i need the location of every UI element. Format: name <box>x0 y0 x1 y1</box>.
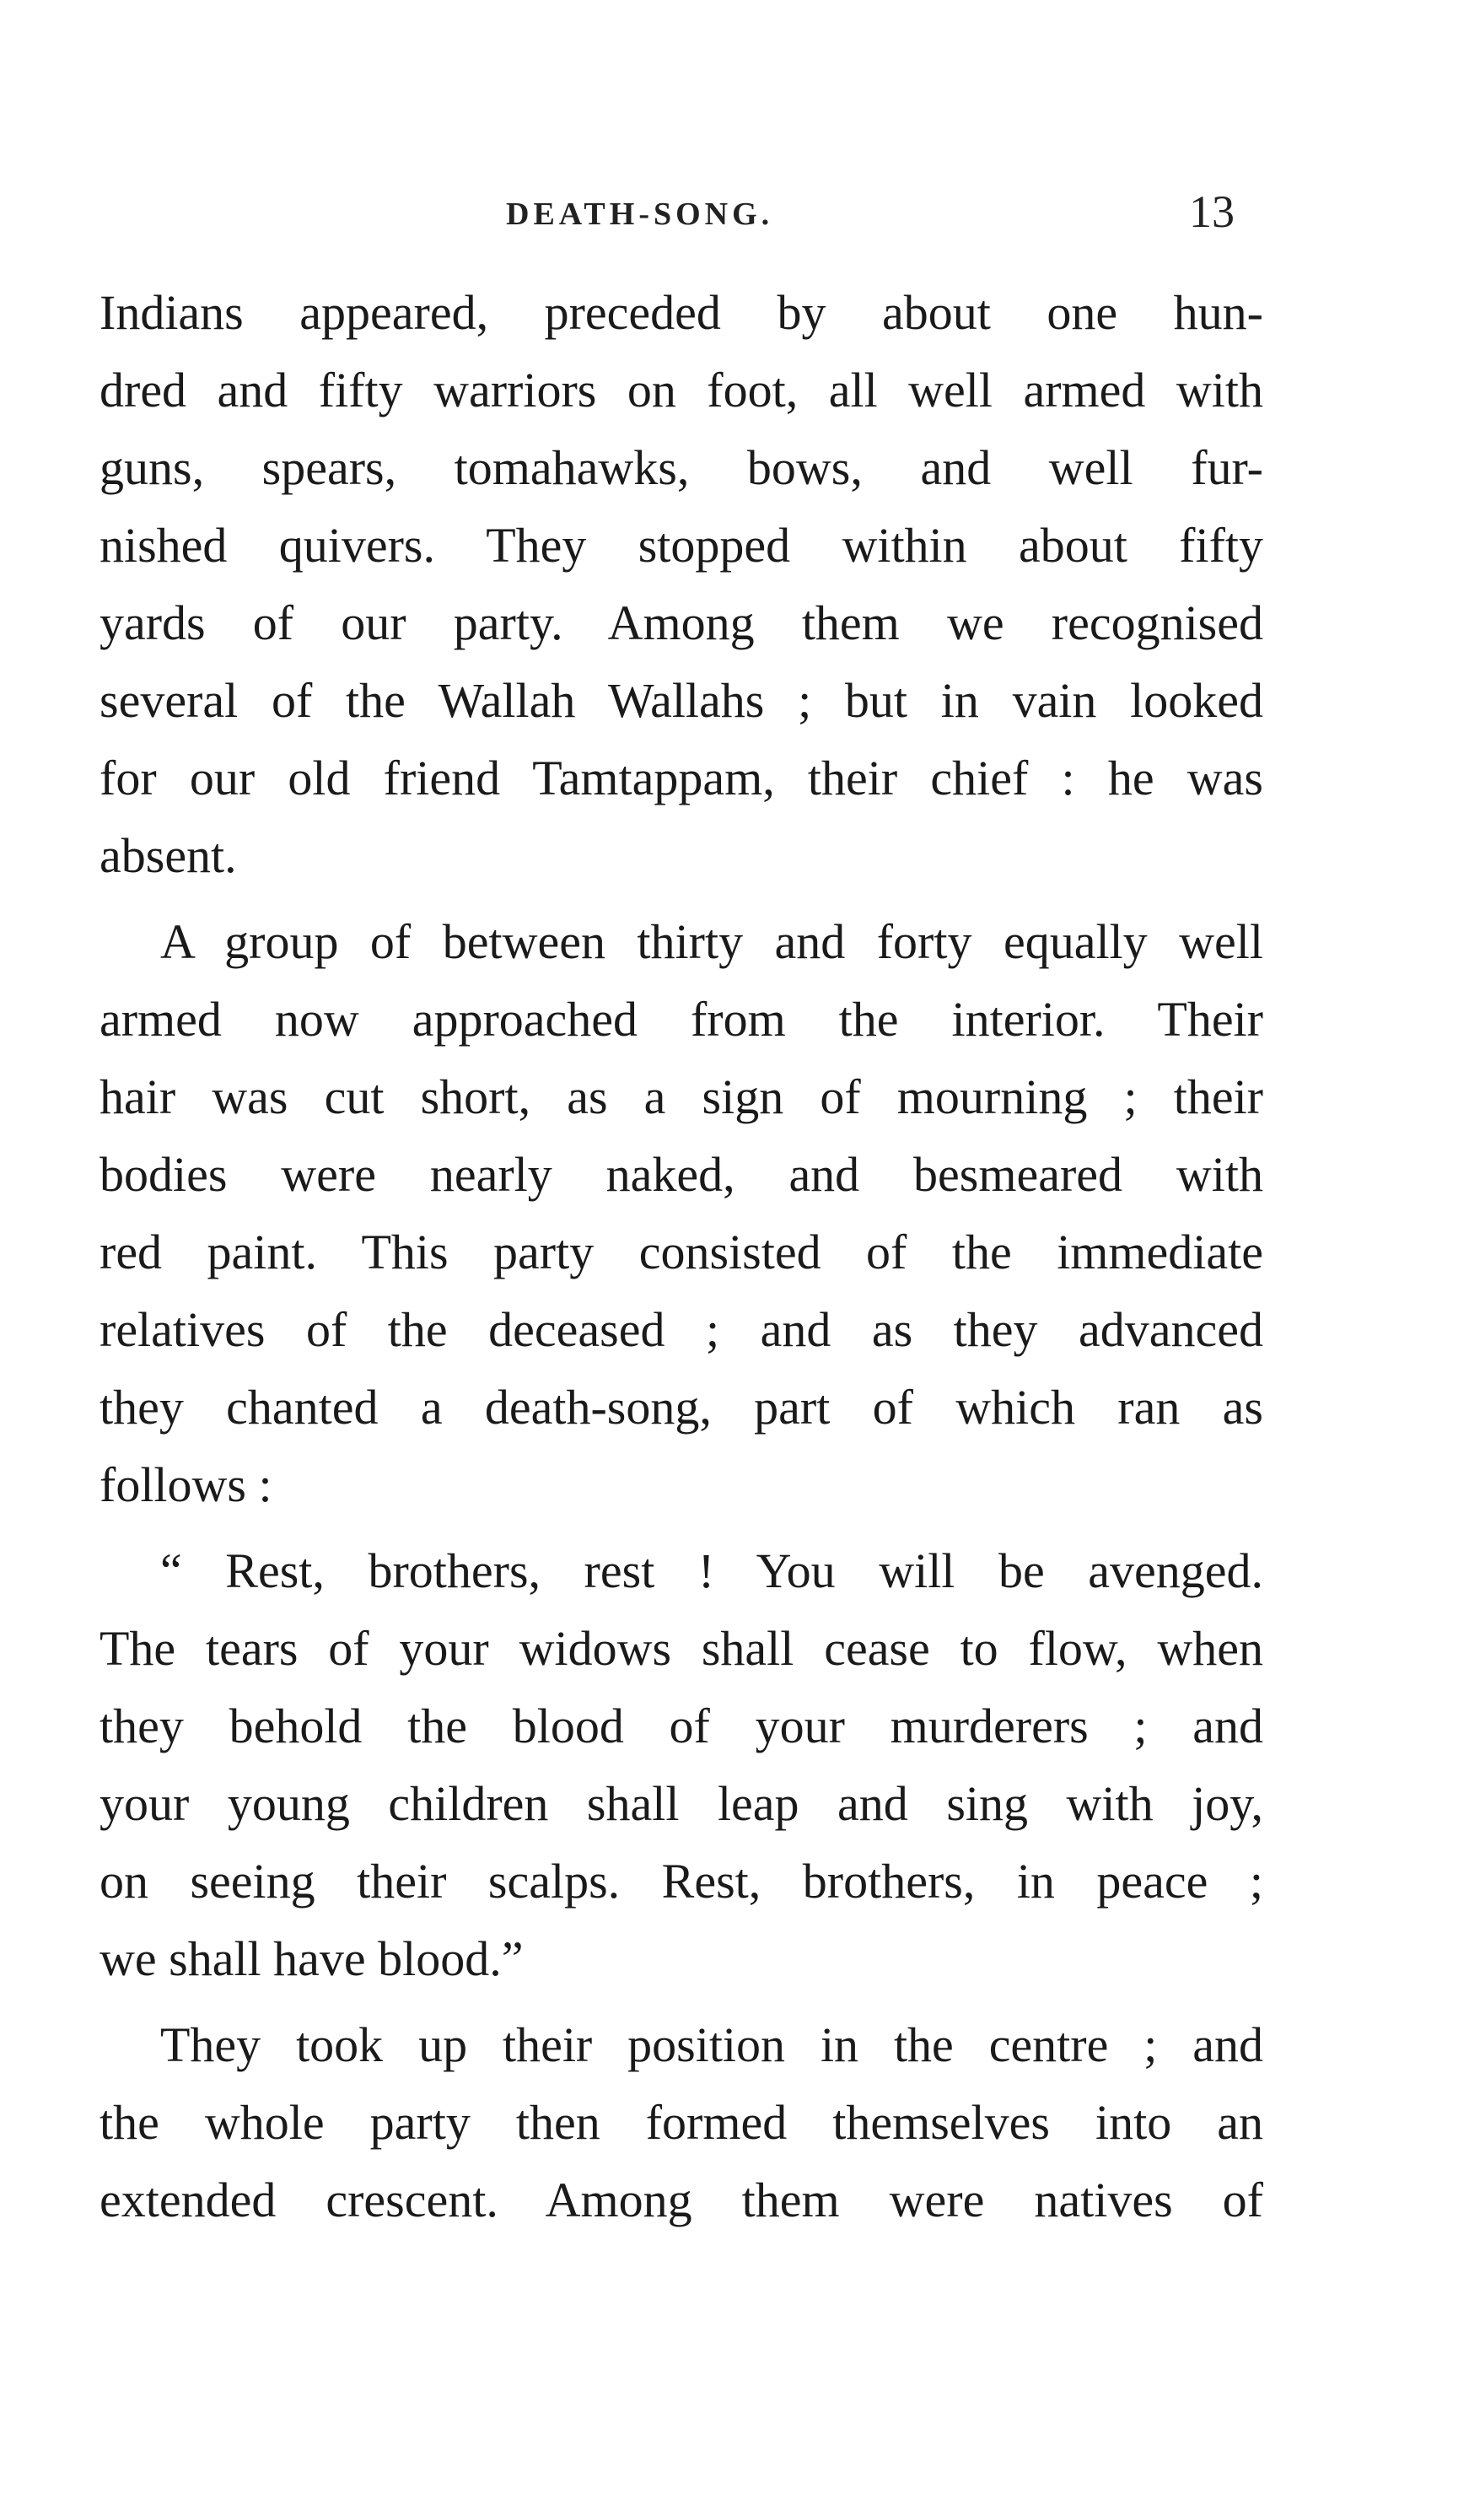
text-line: “ Rest, brothers, rest ! You will be avenged. <box>160 1543 1263 1598</box>
text-line: extended crescent. Among them were natives of <box>100 2173 1263 2227</box>
text-line: guns, spears, tomahawks, bows, and well fur- <box>100 440 1263 495</box>
text-line: for our old friend Tamtappam, their chief : he was <box>100 751 1263 805</box>
body-text <box>100 274 1263 2239</box>
running-title: DEATH-SONG. <box>506 197 774 232</box>
text-line: they chanted a death-song, part of which ran as <box>100 1380 1263 1435</box>
text-line: A group of between thirty and forty equally well <box>160 914 1263 969</box>
text-line: relatives of the deceased ; and as they advanced <box>100 1302 1263 1357</box>
text-line: absent. <box>100 828 237 883</box>
text-line: your young children shall leap and sing with joy, <box>100 1776 1263 1831</box>
text-line: yards of our party. Among them we recognised <box>100 595 1263 650</box>
text-line: they behold the blood of your murderers ; and <box>100 1699 1263 1753</box>
text-line: hair was cut short, as a sign of mourning ; their <box>100 1069 1263 1124</box>
text-line: armed now approached from the interior. Their <box>100 992 1263 1047</box>
page-number: 13 <box>1189 186 1235 237</box>
text-line: on seeing their scalps. Rest, brothers, in peace ; <box>100 1854 1263 1909</box>
text-line: dred and fifty warriors on foot, all well armed with <box>100 363 1263 417</box>
text-line: nished quivers. They stopped within about fifty <box>100 518 1263 573</box>
text-line: red paint. This party consisted of the immediate <box>100 1225 1263 1279</box>
text-line: follows : <box>100 1457 272 1512</box>
text-line: several of the Wallah Wallahs ; but in vain looked <box>100 673 1263 728</box>
text-line: The tears of your widows shall cease to flow, when <box>100 1621 1263 1676</box>
paragraph-1 <box>100 274 1263 895</box>
paragraph-2 <box>100 903 1263 1524</box>
text-line: we shall have blood.” <box>100 1931 524 1986</box>
paragraph-4 <box>100 2006 1263 2239</box>
text-line: bodies were nearly naked, and besmeared with <box>100 1147 1263 1202</box>
paragraph-3-death-song <box>100 1532 1263 1998</box>
text-line: the whole party then formed themselves into an <box>100 2095 1263 2150</box>
text-line: They took up their position in the centre ; and <box>160 2017 1263 2072</box>
text-line: Indians appeared, preceded by about one hun- <box>100 285 1263 340</box>
